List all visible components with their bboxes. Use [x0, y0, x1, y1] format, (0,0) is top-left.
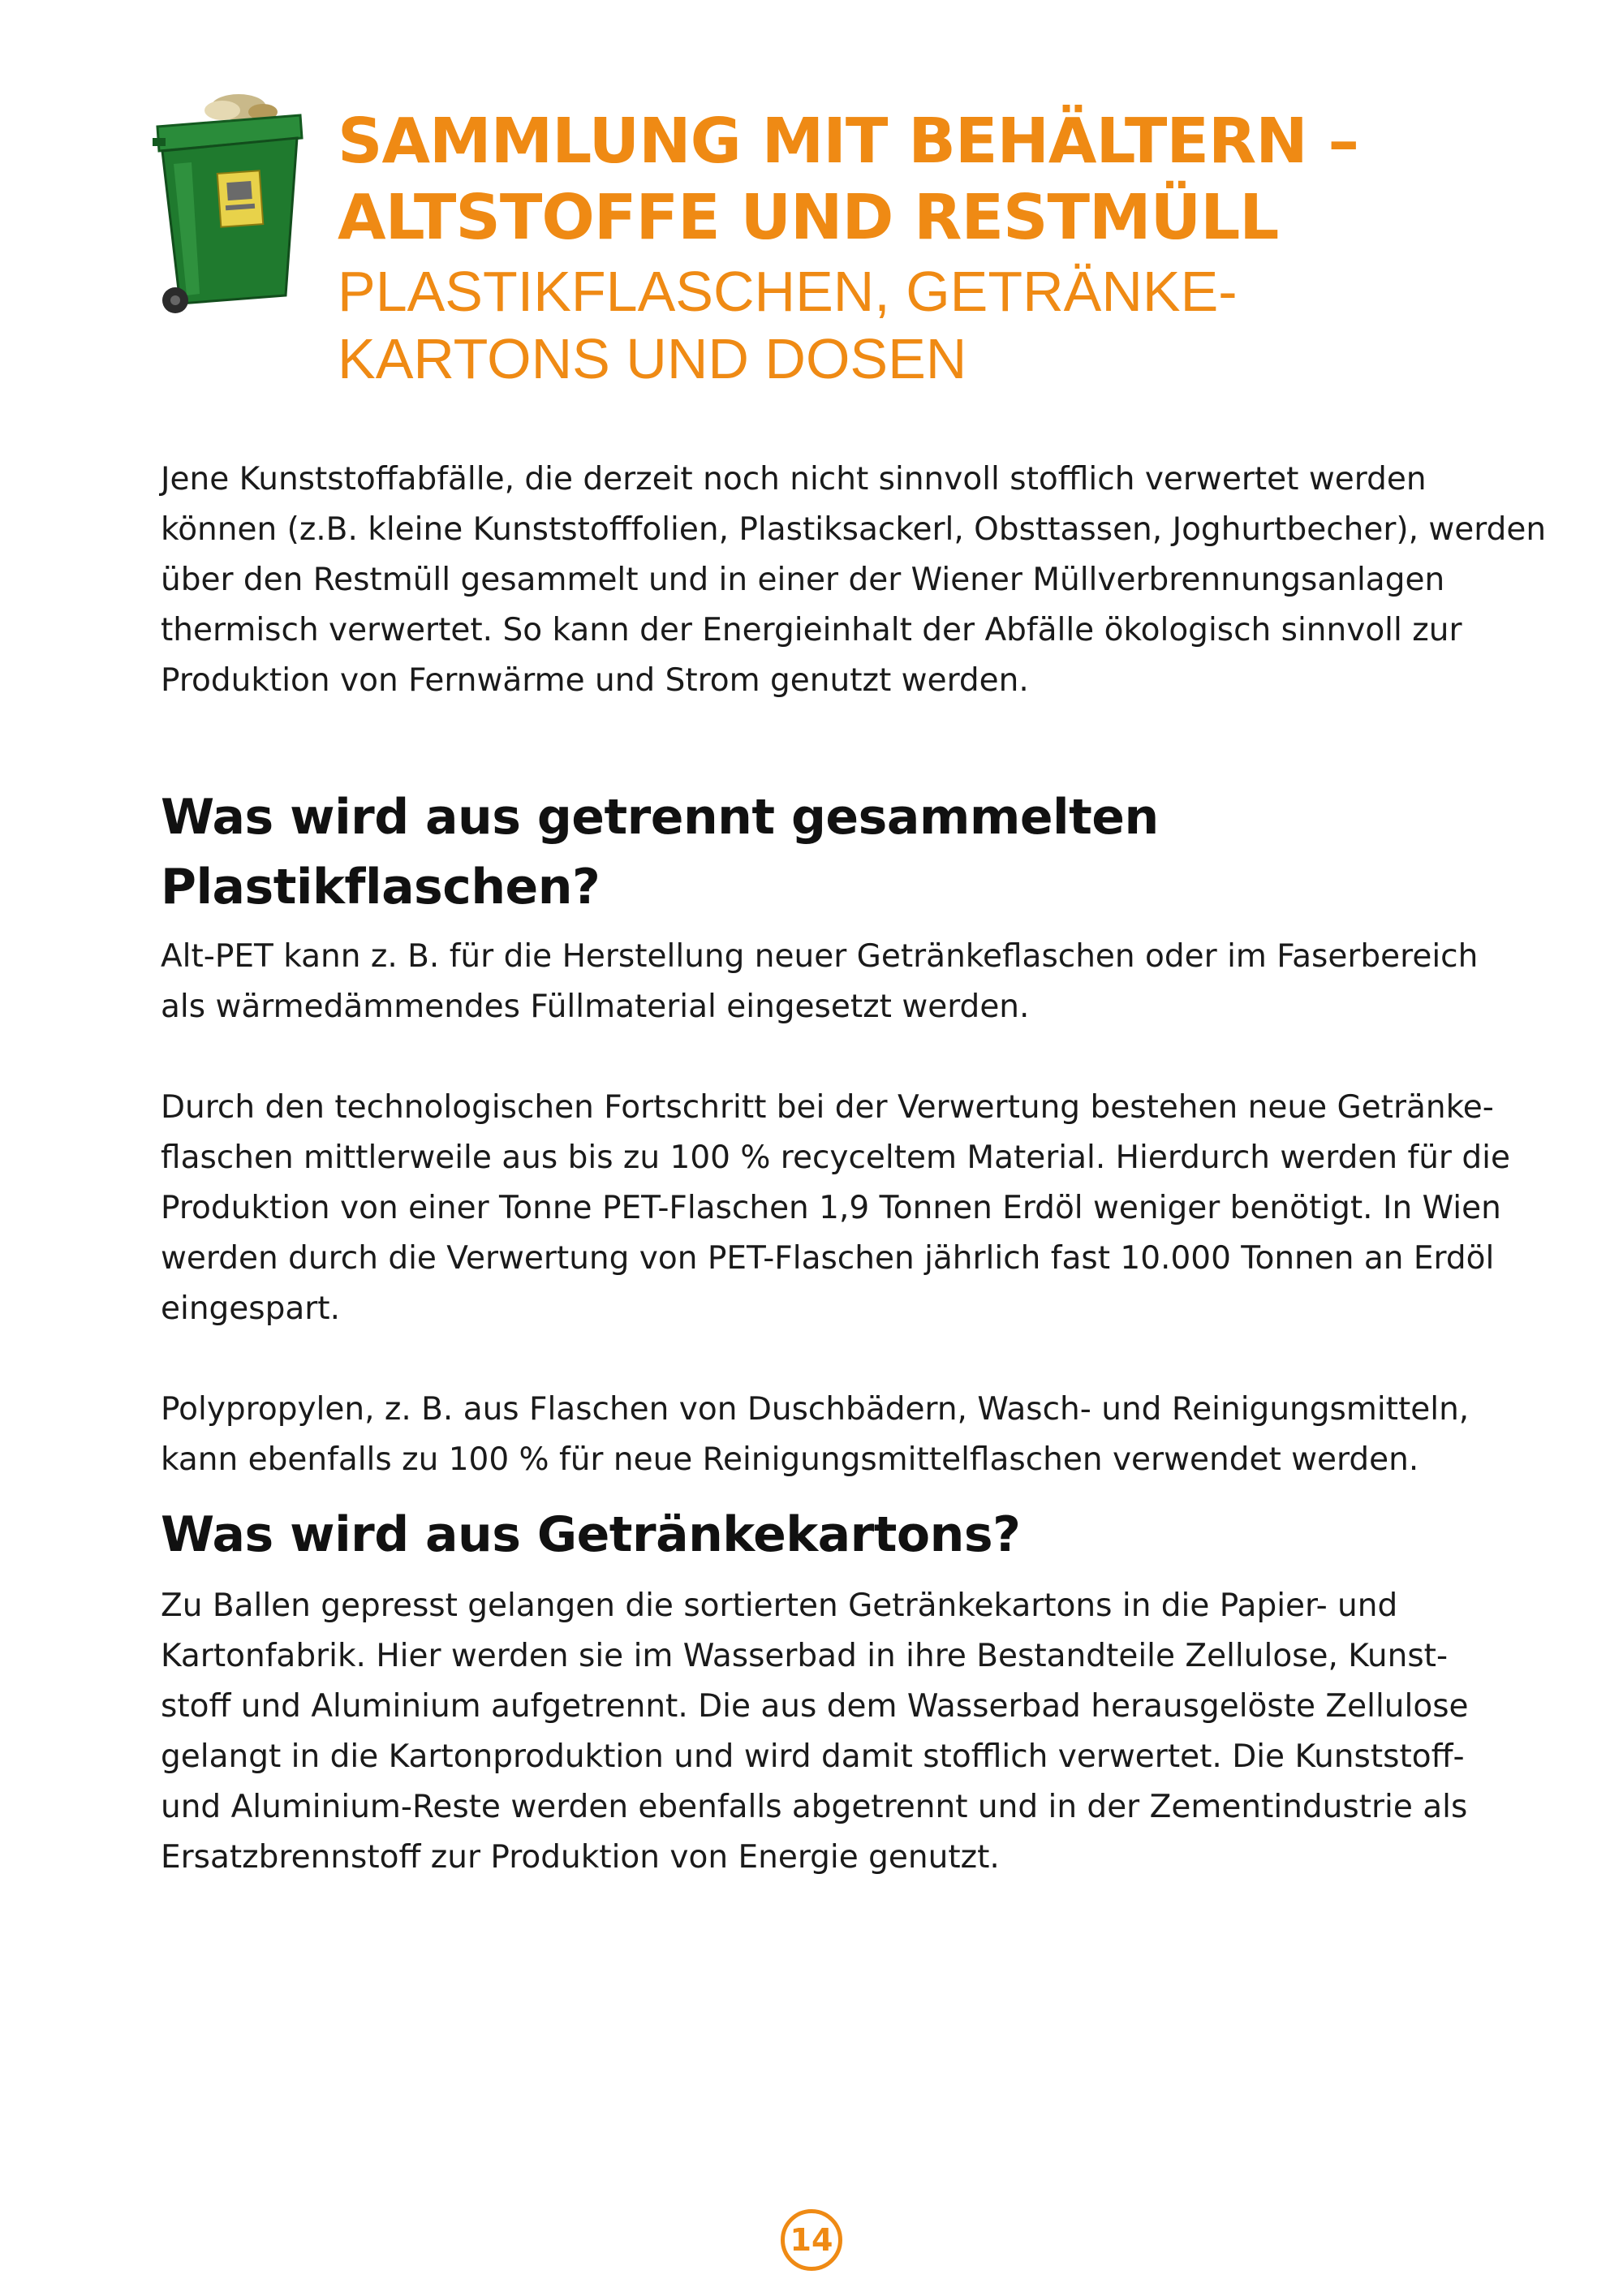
subtitle-line: PLASTIKFLASCHEN, GETRÄNKE- — [338, 260, 1238, 323]
text-line: kann ebenfalls zu 100 % für neue Reinigungsmittelflaschen verwendet werden. — [161, 1441, 1419, 1478]
plastic-paragraph-3 — [161, 1385, 1556, 1485]
text-line: Polypropylen, z. B. aus Flaschen von Duschbädern, Wasch- und Reinigungsmitteln, — [161, 1391, 1470, 1428]
text-line: gelangt in die Kartonproduktion und wird damit stofflich verwertet. Die Kunststoff- — [161, 1738, 1465, 1775]
text-line: über den Restmüll gesammelt und in einer der Wiener Müllverbrennungsanlagen — [161, 562, 1445, 598]
subtitle-line: KARTONS UND DOSEN — [338, 327, 967, 390]
page-number: 14 — [781, 2209, 842, 2271]
heading-line: Plastikflaschen? — [161, 859, 601, 915]
heading-beverage-cartons — [161, 1500, 1556, 1570]
text-line: Produktion von Fernwärme und Strom genutzt werden. — [161, 662, 1029, 699]
text-line: Kartonfabrik. Hier werden sie im Wasserbad in ihre Bestandteile Zellulose, Kunst- — [161, 1638, 1449, 1674]
text-line: werden durch die Verwertung von PET-Flaschen jährlich fast 10.000 Tonnen an Erdöl — [161, 1240, 1495, 1277]
text-line: eingespart. — [161, 1290, 340, 1327]
plastic-paragraph-1 — [161, 932, 1556, 1032]
text-line: können (z.B. kleine Kunststofffolien, Plastiksackerl, Obsttassen, Joghurtbecher), werden — [161, 511, 1547, 548]
page-title — [338, 104, 1555, 256]
text-line: flaschen mittlerweile aus bis zu 100 % recyceltem Material. Hierdurch werden für die — [161, 1139, 1510, 1176]
text-line: Produktion von einer Tonne PET-Flaschen 1,9 Tonnen Erdöl weniger benötigt. In Wien — [161, 1190, 1501, 1226]
page-subtitle — [338, 258, 1555, 393]
text-line: und Aluminium-Reste werden ebenfalls abgetrennt und in der Zementindustrie als — [161, 1789, 1468, 1825]
text-line: stoff und Aluminium aufgetrennt. Die aus dem Wasserbad herausgelöste Zellulose — [161, 1688, 1469, 1725]
text-line: Durch den technologischen Fortschritt bei der Verwertung bestehen neue Getränke- — [161, 1089, 1494, 1126]
page-header — [338, 104, 1555, 393]
title-line: SAMMLUNG MIT BEHÄLTERN – — [338, 106, 1359, 178]
cartons-paragraph — [161, 1581, 1556, 1883]
plastic-paragraph-2 — [161, 1083, 1556, 1334]
title-line: ALTSTOFFE UND RESTMÜLL — [338, 182, 1279, 254]
intro-paragraph — [161, 454, 1556, 706]
text-line: thermisch verwertet. So kann der Energieinhalt der Abfälle ökologisch sinnvoll zur — [161, 612, 1462, 648]
heading-line: Was wird aus Getränkekartons? — [161, 1506, 1021, 1563]
text-line: als wärmedämmendes Füllmaterial eingesetzt werden. — [161, 989, 1030, 1025]
heading-plastic-bottles — [161, 782, 1556, 922]
text-line: Jene Kunststoffabfälle, die derzeit noch nicht sinnvoll stofflich verwertet werden — [161, 461, 1427, 498]
text-line: Alt-PET kann z. B. für die Herstellung neuer Getränkeflaschen oder im Faserbereich — [161, 938, 1479, 975]
main-content — [161, 454, 1556, 1883]
text-line: Ersatzbrennstoff zur Produktion von Energie genutzt. — [161, 1839, 1000, 1876]
waste-bin-icon — [141, 91, 305, 317]
text-line: Zu Ballen gepresst gelangen die sortierten Getränkekartons in die Papier- und — [161, 1587, 1398, 1624]
heading-line: Was wird aus getrennt gesammelten — [161, 789, 1159, 846]
